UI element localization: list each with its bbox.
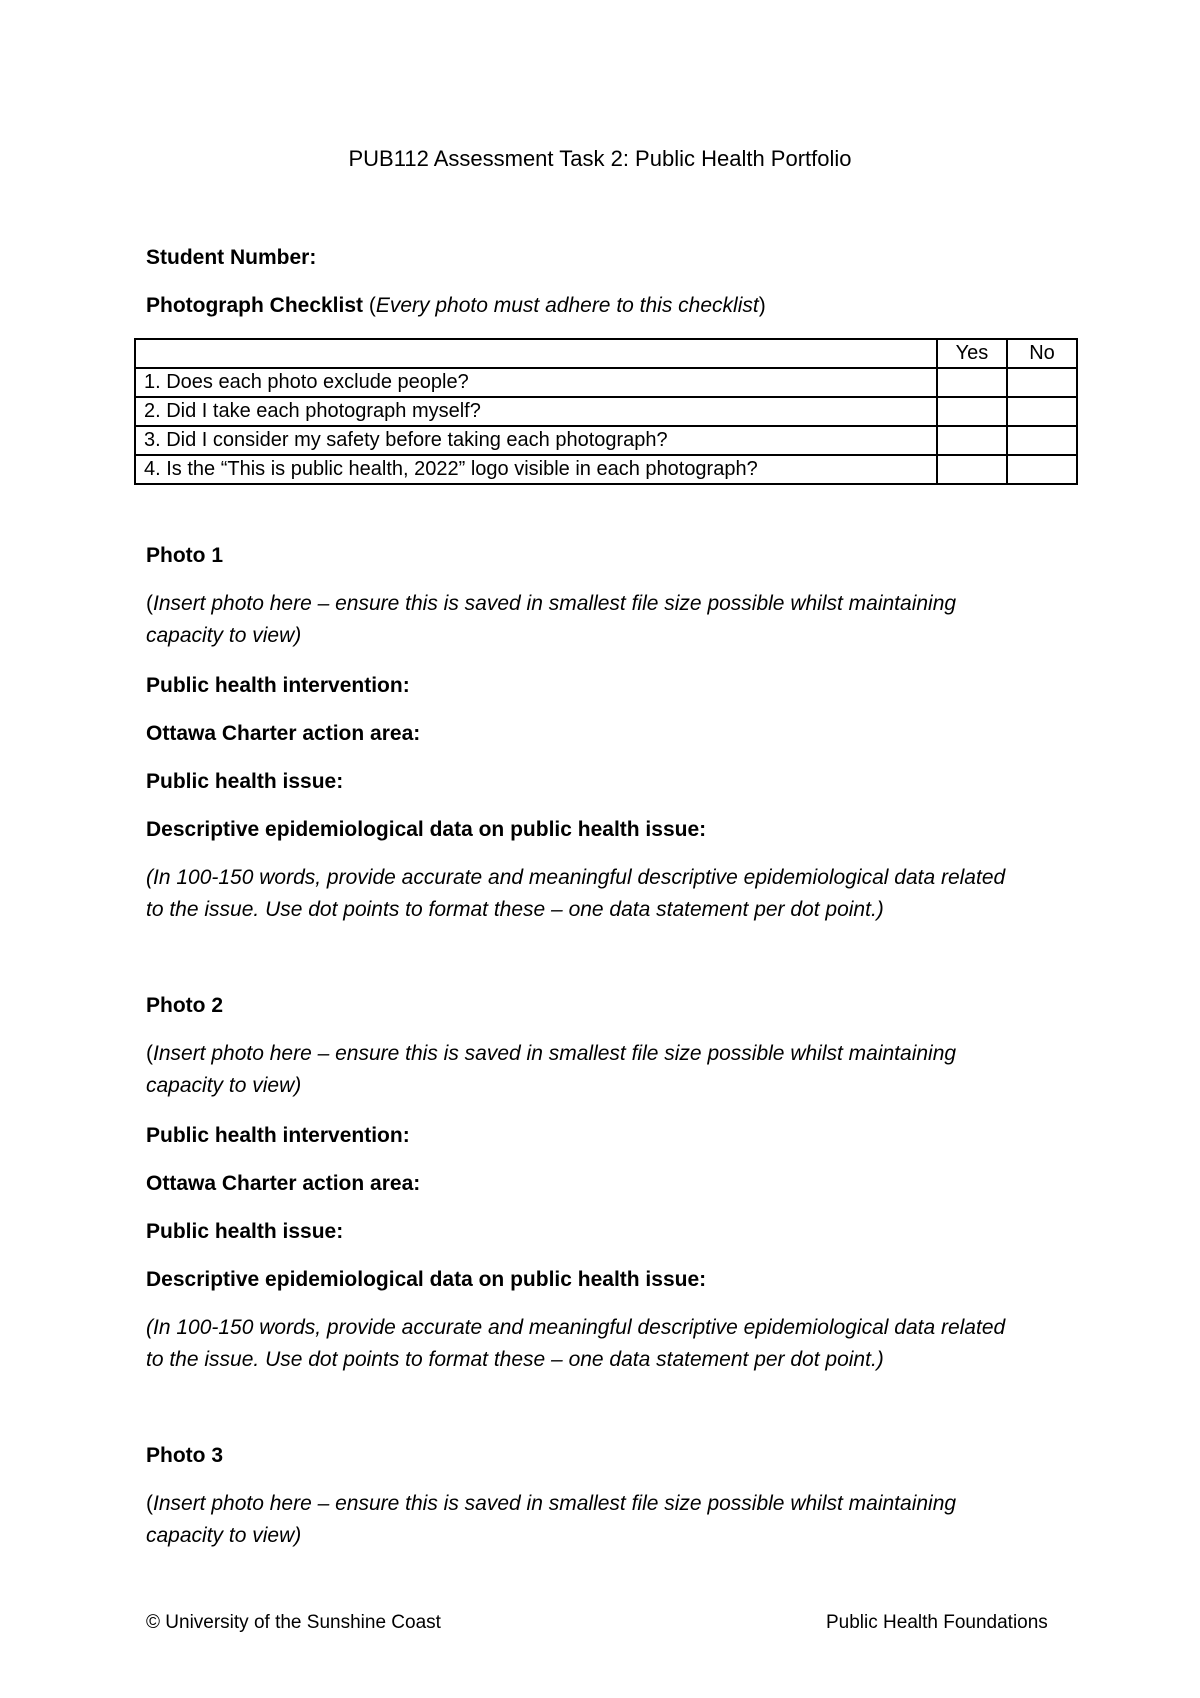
- checklist-heading-bold: Photograph Checklist: [146, 294, 364, 317]
- photo-2-insert-instructions: [146, 1038, 1026, 1102]
- photo-1-intervention-label: Public health intervention:: [146, 674, 410, 697]
- photo-3-insert-open: (: [146, 1492, 153, 1515]
- photo-2-epi-instructions: (In 100-150 words, provide accurate and meaningful descriptive epidemiological data related to the issue. Use dot points to format these – one data statement per dot point.): [146, 1316, 1006, 1371]
- checklist-heading-open: (: [363, 294, 376, 317]
- yes-cell[interactable]: [937, 455, 1007, 484]
- photo-1-insert-instructions: [146, 588, 1026, 652]
- table-row: [135, 455, 1077, 484]
- footer-course-name: Public Health Foundations: [826, 1612, 1048, 1633]
- checklist-heading-italic: Every photo must adhere to this checklist: [375, 294, 759, 317]
- photo-1-issue-label: Public health issue:: [146, 770, 344, 793]
- header-no: No: [1007, 339, 1077, 368]
- page-title: PUB112 Assessment Task 2: Public Health Portfolio: [348, 146, 852, 171]
- yes-cell[interactable]: [937, 368, 1007, 397]
- yes-cell[interactable]: [937, 426, 1007, 455]
- student-number-label: Student Number:: [146, 246, 317, 269]
- photo-1-epi-instructions: (In 100-150 words, provide accurate and meaningful descriptive epidemiological data related to the issue. Use dot points to format these – one data statement per dot point.): [146, 866, 1006, 921]
- header-yes: Yes: [937, 339, 1007, 368]
- photo-1-epi-label: Descriptive epidemiological data on public health issue:: [146, 818, 707, 841]
- table-row: [135, 426, 1077, 455]
- photo-3-insert-text: Insert photo here – ensure this is saved in smallest file size possible whilst maintaining capacity to view): [146, 1492, 957, 1547]
- footer-copyright: © University of the Sunshine Coast: [146, 1612, 441, 1633]
- no-cell[interactable]: [1007, 455, 1077, 484]
- checklist-heading: [146, 294, 766, 318]
- photo-1-insert-text: Insert photo here – ensure this is saved in smallest file size possible whilst maintaining capacity to view): [146, 592, 957, 647]
- header-blank-cell: [135, 339, 937, 368]
- photo-3-insert-instructions: [146, 1488, 1026, 1552]
- checklist-question: 1. Does each photo exclude people?: [135, 368, 937, 397]
- checklist-question: 2. Did I take each photograph myself?: [135, 397, 937, 426]
- photo-2-epi-label: Descriptive epidemiological data on public health issue:: [146, 1268, 707, 1291]
- table-row: [135, 397, 1077, 426]
- photo-3-heading: Photo 3: [146, 1444, 223, 1467]
- photo-2-issue-label: Public health issue:: [146, 1220, 344, 1243]
- photo-2-intervention-label: Public health intervention:: [146, 1124, 410, 1147]
- checklist-heading-close: ): [758, 294, 766, 317]
- photo-1-heading: Photo 1: [146, 544, 223, 567]
- checklist-question: 4. Is the “This is public health, 2022” logo visible in each photograph?: [135, 455, 937, 484]
- no-cell[interactable]: [1007, 426, 1077, 455]
- photo-2-heading: Photo 2: [146, 994, 223, 1017]
- photo-1-ottawa-label: Ottawa Charter action area:: [146, 722, 421, 745]
- yes-cell[interactable]: [937, 397, 1007, 426]
- no-cell[interactable]: [1007, 368, 1077, 397]
- table-header-row: [135, 339, 1077, 368]
- photo-2-ottawa-label: Ottawa Charter action area:: [146, 1172, 421, 1195]
- photo-1-insert-open: (: [146, 592, 153, 615]
- photo-2-insert-text: Insert photo here – ensure this is saved in smallest file size possible whilst maintaining capacity to view): [146, 1042, 957, 1097]
- photo-2-insert-open: (: [146, 1042, 153, 1065]
- checklist-question: 3. Did I consider my safety before taking each photograph?: [135, 426, 937, 455]
- table-row: [135, 368, 1077, 397]
- photograph-checklist-table: [134, 338, 1078, 485]
- no-cell[interactable]: [1007, 397, 1077, 426]
